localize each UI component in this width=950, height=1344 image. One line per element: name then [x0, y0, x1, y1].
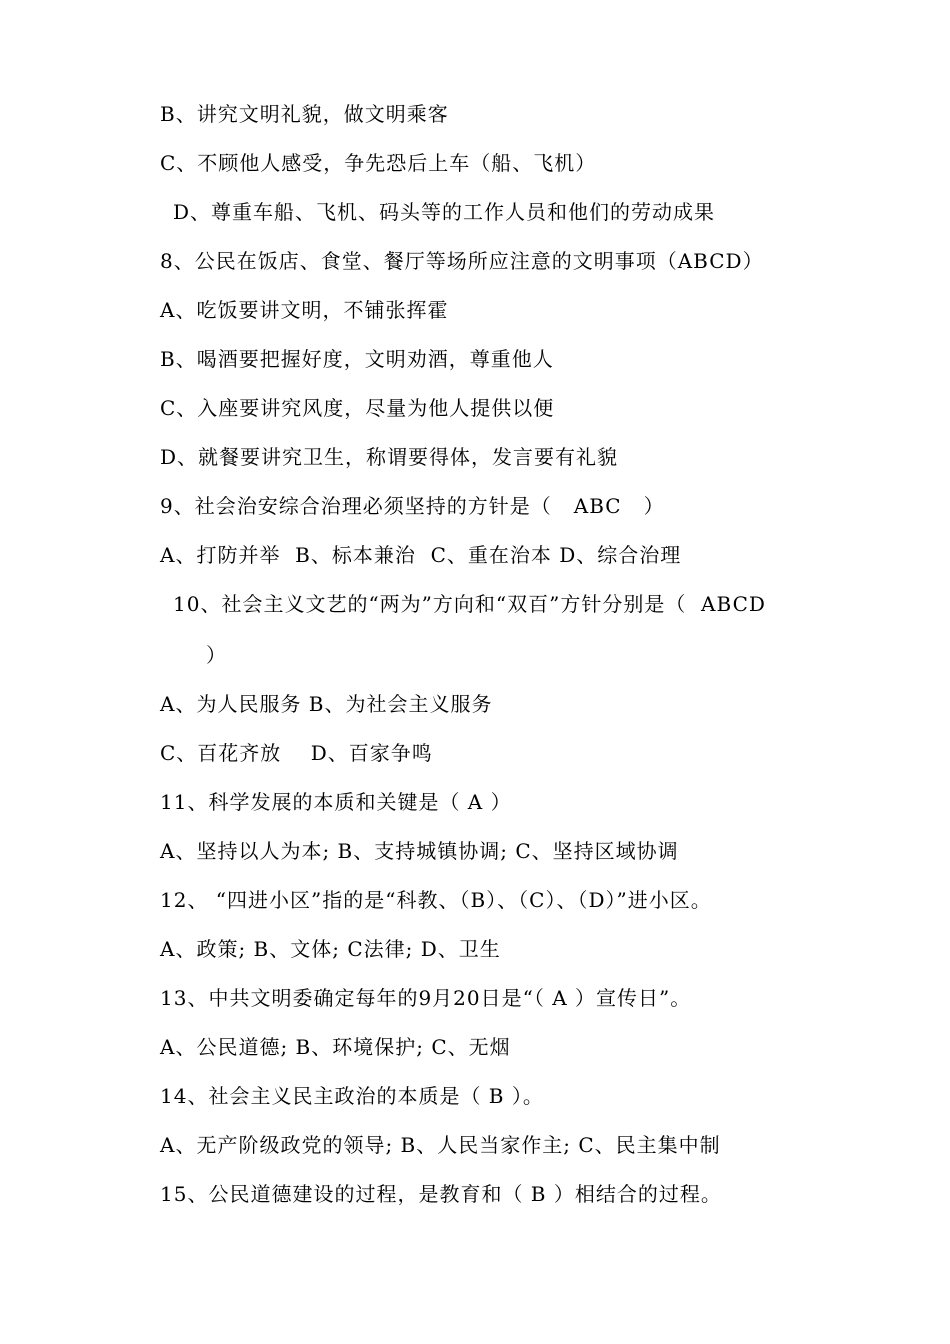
- question-15: 15、公民道德建设的过程，是教育和（ B ）相结合的过程。: [160, 1182, 722, 1206]
- text-line: A、坚持以人为本; B、支持城镇协调; C、坚持区域协调: [160, 839, 679, 863]
- text-line: D、尊重车船、飞机、码头等的工作人员和他们的劳动成果: [173, 200, 716, 224]
- text-line: C、入座要讲究风度，尽量为他人提供以便: [160, 396, 555, 420]
- question-12: 12、 “四进小区”指的是“科教、（B）、（C）、（D）”进小区。: [160, 888, 712, 912]
- question-13: 13、中共文明委确定每年的9月20日是“（ A ）宣传日”。: [160, 986, 692, 1010]
- question-8: 8、公民在饭店、食堂、餐厅等场所应注意的文明事项（ABCD）: [160, 249, 764, 273]
- text-line: A、为人民服务 B、为社会主义服务: [160, 692, 493, 716]
- question-10: 10、社会主义文艺的“两为”方向和“双百”方针分别是（ ABCD: [173, 592, 766, 616]
- text-line: C、不顾他人感受，争先恐后上车（船、飞机）: [160, 151, 597, 175]
- text-line: B、讲究文明礼貌，做文明乘客: [160, 102, 449, 126]
- question-14: 14、社会主义民主政治的本质是（ B ）。: [160, 1084, 544, 1108]
- text-line: B、喝酒要把握好度，文明劝酒，尊重他人: [160, 347, 554, 371]
- text-line: C、百花齐放 D、百家争鸣: [160, 741, 433, 765]
- text-line: A、政策; B、文体; C法律; D、卫生: [160, 937, 501, 961]
- question-11: 11、科学发展的本质和关键是（ A ）: [160, 790, 512, 814]
- text-line: A、打防并举 B、标本兼治 C、重在治本 D、综合治理: [160, 543, 682, 567]
- text-line: D、就餐要讲究卫生，称谓要得体，发言要有礼貌: [160, 445, 619, 469]
- text-line: A、无产阶级政党的领导; B、人民当家作主; C、民主集中制: [160, 1133, 721, 1157]
- text-line: ）: [206, 643, 227, 667]
- text-line: A、吃饭要讲文明，不铺张挥霍: [160, 298, 449, 322]
- text-line: A、公民道德; B、环境保护; C、无烟: [160, 1035, 511, 1059]
- question-9: 9、社会治安综合治理必须坚持的方针是（ ABC ）: [160, 494, 665, 518]
